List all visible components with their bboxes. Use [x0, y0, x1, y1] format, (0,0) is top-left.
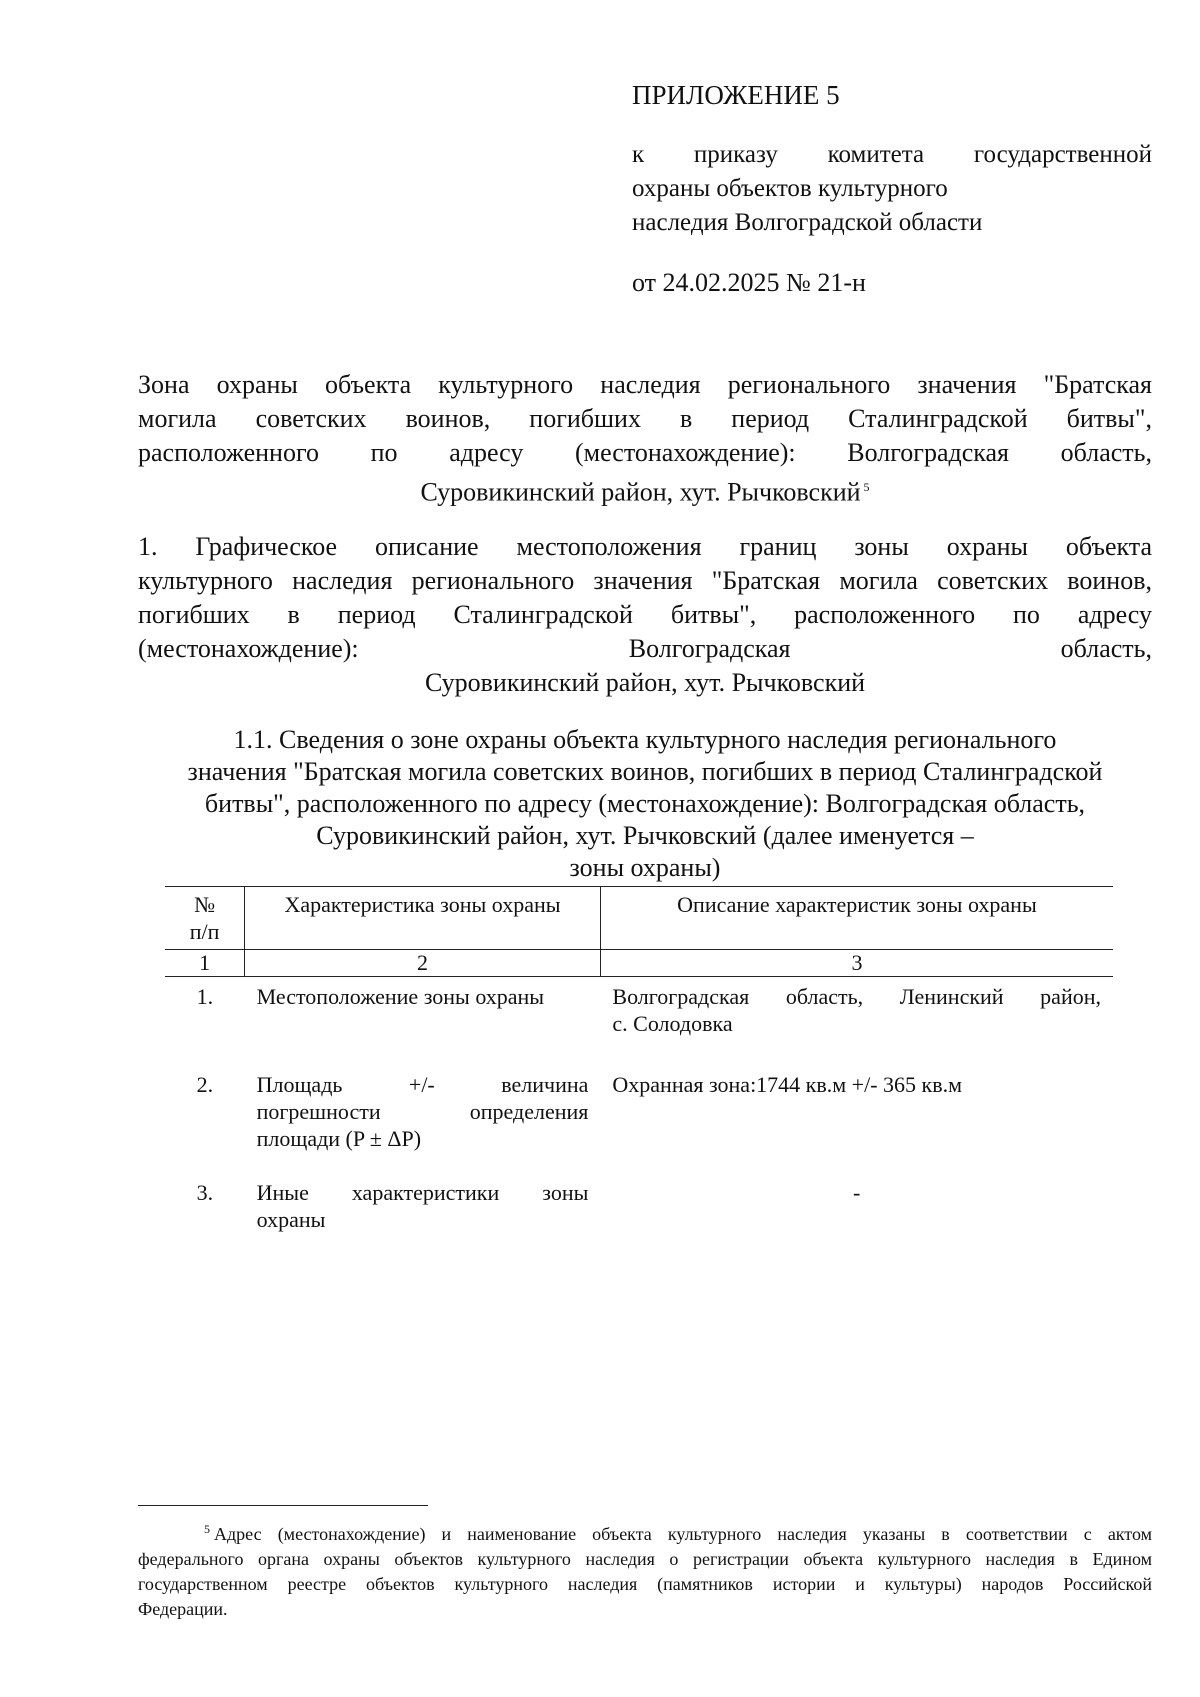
table-row: [165, 1065, 1113, 1173]
characteristic-line: Иные характеристики зоны: [256, 1179, 589, 1205]
row-description: [600, 977, 1113, 1065]
table-row: [165, 1173, 1113, 1253]
header-number-line: п/п: [189, 919, 220, 944]
section-line: 1. Графическое описание местоположения границ зоны охраны объекта: [138, 532, 1152, 561]
order-reference: [632, 138, 1152, 240]
subsection-line: битвы", расположенного по адресу (местонахождение): Волгоградская область,: [204, 789, 1086, 818]
characteristic-line: площади (P ± ΔP): [256, 1125, 422, 1151]
header-number-line: №: [194, 892, 216, 917]
description-line: Волгоградская область, Ленинский район,: [612, 984, 1101, 1009]
row-characteristic: [245, 977, 601, 1065]
characteristic-line: Площадь +/- величина: [256, 1071, 589, 1097]
footnote-separator: [138, 1505, 428, 1506]
subsection-1-1-heading: [138, 724, 1152, 884]
row-characteristic: [245, 1065, 601, 1173]
header-description: Описание характеристик зоны охраны: [600, 887, 1113, 950]
footnote-text: Адрес (местонахождение) и наименование объекта культурного наследия указаны в соответствии с актом: [214, 1524, 1152, 1544]
row-description: [600, 1065, 1113, 1173]
section-line: (местонахождение): Волгоградская область,: [138, 634, 1152, 663]
subsection-line: 1.1. Сведения о зоне охраны объекта культурного наследия регионального: [233, 725, 1057, 754]
footnote: [138, 1517, 1152, 1622]
description-line: -: [853, 1179, 861, 1205]
zone-characteristics-table: [165, 886, 1113, 1253]
column-number: 1: [165, 950, 245, 977]
characteristic-line: Местоположение зоны охраны: [256, 984, 545, 1009]
footnote-line: [138, 1517, 1152, 1547]
row-description: [600, 1173, 1113, 1253]
row-number: 2.: [196, 1071, 214, 1097]
row-number: 3.: [196, 1179, 214, 1205]
footnote-line: государственном реестре объектов культурного наследия (памятников истории и культуры) народов Российской: [138, 1574, 1152, 1594]
title-line: Суровикинский район, хут. Рычковский: [420, 477, 861, 507]
subsection-line: Суровикинский район, хут. Рычковский (далее именуется –: [316, 821, 974, 850]
appendix-title: ПРИЛОЖЕНИЕ 5: [632, 80, 840, 110]
column-number: 3: [600, 950, 1113, 977]
title-line: расположенного по адресу (местонахождение): Волгоградская область,: [138, 438, 1152, 467]
table-row: [165, 977, 1113, 1065]
subsection-line: значения "Братская могила советских воинов, погибших в период Сталинградской: [187, 757, 1103, 786]
description-line: с. Солодовка: [612, 1011, 733, 1036]
order-date: от 24.02.2025 № 21-н: [632, 268, 866, 297]
footnote-reference[interactable]: 5: [863, 480, 870, 494]
section-line: культурного наследия регионального значения "Братская могила советских воинов,: [138, 566, 1152, 595]
subsection-line: зоны охраны): [569, 853, 721, 882]
footnote-line: Федерации.: [138, 1599, 228, 1619]
header-number: [165, 887, 245, 950]
table-header-row: [165, 887, 1113, 950]
footnote-mark: 5: [204, 1522, 210, 1536]
footnote-line: федерального органа охраны объектов культурного наследия о регистрации объекта культурного наследия в Едином: [138, 1549, 1152, 1569]
description-line: Охранная зона:1744 кв.м +/- 365 кв.м: [612, 1071, 963, 1097]
characteristic-line: погрешности определения: [256, 1098, 589, 1124]
order-reference-line: наследия Волгоградской области: [632, 209, 983, 236]
section-line: Суровикинский район, хут. Рычковский: [424, 668, 866, 697]
section-1-heading: [138, 530, 1152, 700]
column-number-row: [165, 950, 1113, 977]
section-line: погибших в период Сталинградской битвы", расположенного по адресу: [138, 600, 1152, 629]
title-line: могила советских воинов, погибших в период Сталинградской битвы",: [138, 404, 1152, 433]
column-number: 2: [245, 950, 601, 977]
row-characteristic: [245, 1173, 601, 1253]
order-reference-line: к приказу комитета государственной: [632, 141, 1152, 168]
header-characteristic: Характеристика зоны охраны: [245, 887, 601, 950]
document-title: [138, 368, 1152, 510]
order-reference-line: охраны объектов культурного: [632, 175, 948, 202]
characteristic-line: охраны: [256, 1206, 326, 1232]
title-line: Зона охраны объекта культурного наследия регионального значения "Братская: [138, 370, 1152, 399]
title-line-last: [138, 470, 1152, 510]
row-number: 1.: [196, 984, 214, 1009]
